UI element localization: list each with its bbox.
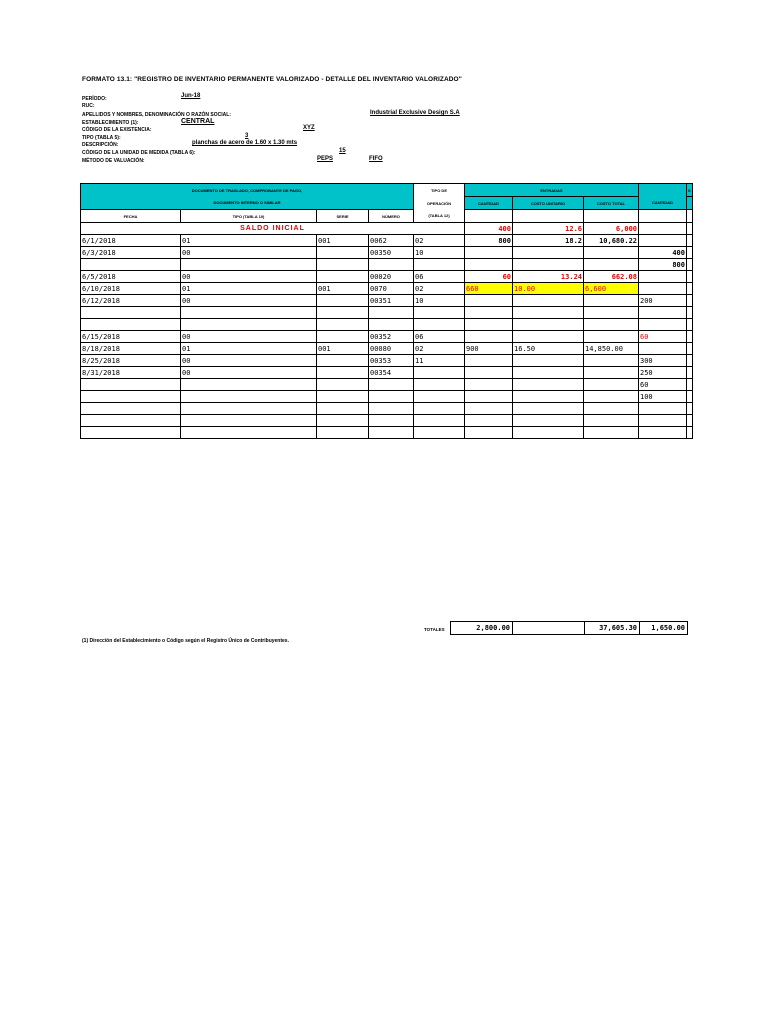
cell-serie [317, 355, 369, 367]
cell-numero [369, 391, 414, 403]
cell-fecha [81, 379, 181, 391]
totales-costo-unitario [513, 622, 585, 635]
cell-numero: 00350 [369, 247, 414, 259]
table-row [81, 415, 693, 427]
cell-operacion: 06 [414, 271, 465, 283]
cell-costo-total [584, 415, 639, 427]
cell-salidas: 60 [639, 379, 687, 391]
table-row [81, 319, 693, 331]
descripcion-value: planchas de acero de 1.60 x 1.30 mts [192, 140, 298, 146]
header-row-1 [81, 184, 693, 197]
cell-numero [369, 319, 414, 331]
cell-operacion: 02 [414, 343, 465, 355]
cell-cantidad [465, 307, 513, 319]
cell-operacion: 11 [414, 355, 465, 367]
cell-salidas: 250 [639, 367, 687, 379]
cell-costo-total [584, 319, 639, 331]
cell-costo-unitario [513, 403, 584, 415]
cell-costo-unitario [513, 355, 584, 367]
cell-tipo: 00 [181, 331, 317, 343]
cell-fecha: 8/25/2018 [81, 355, 181, 367]
cell-operacion [414, 319, 465, 331]
header-blank-1 [465, 210, 513, 223]
cell-numero [369, 307, 414, 319]
cell-edge [687, 307, 693, 319]
header-numero: NÚMERO [369, 210, 414, 223]
cell-fecha: 8/18/2018 [81, 343, 181, 355]
cell-costo-unitario [513, 295, 584, 307]
report-title: FORMATO 13.1: "REGISTRO DE INVENTARIO PERMANENTE VALORIZADO - DETALLE DEL INVENTARIO VALORIZADO" [82, 76, 462, 83]
cell-fecha [81, 391, 181, 403]
cell-costo-total [584, 307, 639, 319]
cell-costo-total [584, 403, 639, 415]
cell-costo-total [584, 355, 639, 367]
totales-salidas: 1,650.00 [640, 622, 688, 635]
cell-costo-unitario [513, 319, 584, 331]
cell-cantidad [465, 259, 513, 271]
cell-cantidad: 60 [465, 271, 513, 283]
cell-costo-unitario [513, 247, 584, 259]
ruc-label: RUC: [82, 103, 95, 109]
cell-tipo [181, 427, 317, 439]
cell-costo-unitario [513, 307, 584, 319]
saldo-inicial-costo-unitario: 12.6 [513, 223, 584, 235]
table-row [81, 247, 693, 259]
cell-tipo: 00 [181, 295, 317, 307]
cell-salidas: 800 [639, 259, 687, 271]
header-salidas-top [639, 184, 687, 197]
cell-numero: 00351 [369, 295, 414, 307]
cell-edge [687, 295, 693, 307]
cell-numero [369, 379, 414, 391]
cell-fecha: 6/12/2018 [81, 295, 181, 307]
cell-cantidad: 900 [465, 343, 513, 355]
totales-costo-total: 37,605.30 [585, 622, 640, 635]
cell-edge [687, 391, 693, 403]
cell-serie [317, 307, 369, 319]
table-row [81, 331, 693, 343]
table-row [81, 427, 693, 439]
cell-fecha: 6/15/2018 [81, 331, 181, 343]
cell-edge [687, 247, 693, 259]
cell-operacion [414, 259, 465, 271]
table-row [81, 235, 693, 247]
header-tabla12: (TABLA 12) [414, 210, 465, 223]
table-row [81, 271, 693, 283]
cell-numero: 00020 [369, 271, 414, 283]
cell-salidas [639, 319, 687, 331]
cell-numero: 0062 [369, 235, 414, 247]
codigo-existencia-label: CÓDIGO DE LA EXISTENCIA: [82, 127, 152, 133]
header-row-3 [81, 210, 693, 223]
cell-fecha [81, 319, 181, 331]
header-fecha: FECHA [81, 210, 181, 223]
cell-costo-total: 10,680.22 [584, 235, 639, 247]
cell-salidas [639, 343, 687, 355]
codigo-existencia-value: XYZ [303, 125, 315, 131]
cell-operacion [414, 415, 465, 427]
cell-costo-unitario [513, 331, 584, 343]
table-row [81, 259, 693, 271]
unidad-medida-label: CÓDIGO DE LA UNIDAD DE MEDIDA (TABLA 6): [82, 150, 196, 156]
cell-fecha [81, 415, 181, 427]
totales-table [450, 621, 688, 635]
cell-costo-total [584, 391, 639, 403]
cell-costo-total [584, 259, 639, 271]
razon-social-value: Industrial Exclusive Design S.A [370, 110, 460, 116]
cell-costo-unitario [513, 415, 584, 427]
cell-edge [687, 415, 693, 427]
cell-costo-unitario: 18.2 [513, 235, 584, 247]
header-entradas: ENTRADAS [465, 184, 639, 197]
table-row [81, 355, 693, 367]
table-row [81, 391, 693, 403]
cell-tipo [181, 379, 317, 391]
cell-fecha: 6/10/2018 [81, 283, 181, 295]
cell-tipo: 01 [181, 235, 317, 247]
header-blank-5 [687, 210, 693, 223]
cell-costo-unitario [513, 367, 584, 379]
header-doc-traslado: DOCUMENTO DE TRASLADO, COMPROBANTE DE PAGO, [81, 184, 414, 197]
cell-costo-unitario: 10.00 [513, 283, 584, 295]
cell-edge [687, 427, 693, 439]
descripcion-label: DESCRIPCIÓN: [82, 142, 119, 148]
cell-numero: 0070 [369, 283, 414, 295]
cell-tipo: 01 [181, 343, 317, 355]
cell-tipo: 00 [181, 367, 317, 379]
cell-serie [317, 331, 369, 343]
cell-operacion: 10 [414, 247, 465, 259]
cell-numero: 00353 [369, 355, 414, 367]
cell-serie [317, 415, 369, 427]
cell-cantidad [465, 367, 513, 379]
periodo-label: PERÍODO: [82, 96, 107, 102]
establecimiento-label: ESTABLECIMIENTO (1): [82, 120, 139, 126]
cell-fecha: 8/31/2018 [81, 367, 181, 379]
cell-serie [317, 427, 369, 439]
cell-tipo [181, 391, 317, 403]
cell-tipo [181, 319, 317, 331]
saldo-inicial-salidas [639, 223, 687, 235]
cell-costo-total: 14,850.00 [584, 343, 639, 355]
cell-cantidad [465, 403, 513, 415]
cell-salidas [639, 415, 687, 427]
cell-costo-unitario [513, 379, 584, 391]
cell-costo-total [584, 427, 639, 439]
metodo-valuacion-label: MÉTODO DE VALUACIÓN: [82, 158, 145, 164]
header-cantidad: CANTIDAD [465, 197, 513, 210]
cell-costo-unitario [513, 391, 584, 403]
cell-serie [317, 319, 369, 331]
cell-salidas [639, 403, 687, 415]
cell-numero [369, 259, 414, 271]
header-tipo-de: TIPO DE [414, 184, 465, 197]
tipo-label: TIPO (TABLA 5): [82, 135, 121, 141]
header-blank-2 [513, 210, 584, 223]
table-row [81, 343, 693, 355]
cell-costo-unitario: 16.50 [513, 343, 584, 355]
cell-cantidad [465, 247, 513, 259]
cell-cantidad [465, 319, 513, 331]
cell-numero [369, 415, 414, 427]
cell-edge [687, 379, 693, 391]
cell-serie: 001 [317, 343, 369, 355]
cell-cantidad [465, 391, 513, 403]
cell-numero [369, 403, 414, 415]
cell-serie: 001 [317, 283, 369, 295]
cell-edge [687, 355, 693, 367]
cell-tipo: 00 [181, 355, 317, 367]
cell-fecha [81, 259, 181, 271]
header-blank-3 [584, 210, 639, 223]
cell-operacion: 02 [414, 283, 465, 295]
cell-salidas [639, 427, 687, 439]
totales-row [451, 622, 688, 635]
cell-serie [317, 247, 369, 259]
unidad-medida-value: 15 [339, 148, 346, 154]
cell-cantidad: 660 [465, 283, 513, 295]
cell-operacion [414, 367, 465, 379]
cell-operacion: 10 [414, 295, 465, 307]
cell-serie [317, 271, 369, 283]
cell-cantidad [465, 331, 513, 343]
table-row [81, 379, 693, 391]
cell-tipo [181, 415, 317, 427]
saldo-inicial-edge [687, 223, 693, 235]
saldo-inicial-row [81, 223, 693, 235]
metodo-valuacion-value-peps: PEPS [317, 156, 334, 162]
cell-cantidad: 800 [465, 235, 513, 247]
razon-social-label: APELLIDOS Y NOMBRES, DENOMINACIÓN O RAZÓN SOCIAL: [82, 112, 231, 118]
cell-edge [687, 259, 693, 271]
periodo-value: Jun-18 [181, 93, 201, 99]
cell-edge [687, 367, 693, 379]
totales-label: TOTALES [424, 627, 445, 632]
cell-fecha [81, 403, 181, 415]
cell-costo-total: 662.08 [584, 271, 639, 283]
cell-costo-total [584, 379, 639, 391]
table-row [81, 403, 693, 415]
cell-cantidad [465, 427, 513, 439]
cell-edge [687, 235, 693, 247]
cell-tipo [181, 259, 317, 271]
cell-fecha: 6/3/2018 [81, 247, 181, 259]
table-row [81, 367, 693, 379]
establecimiento-value: CENTRAL [181, 118, 215, 125]
header-costo-unitario: COSTO UNITARIO [513, 197, 584, 210]
cell-serie [317, 403, 369, 415]
totales-cantidad: 2,800.00 [451, 622, 513, 635]
cell-fecha: 6/1/2018 [81, 235, 181, 247]
cell-salidas [639, 271, 687, 283]
cell-cantidad [465, 379, 513, 391]
cell-operacion [414, 391, 465, 403]
cell-serie [317, 391, 369, 403]
cell-numero: 00354 [369, 367, 414, 379]
cell-operacion: 02 [414, 235, 465, 247]
cell-salidas: 300 [639, 355, 687, 367]
cell-edge [687, 403, 693, 415]
header-costo-total: COSTO TOTAL [584, 197, 639, 210]
header-row-2 [81, 197, 693, 210]
header-doc-interno: DOCUMENTO INTERNO O SIMILAR [81, 197, 414, 210]
cell-edge [687, 331, 693, 343]
cell-cantidad [465, 415, 513, 427]
cell-costo-total [584, 331, 639, 343]
cell-salidas: 100 [639, 391, 687, 403]
cell-fecha [81, 427, 181, 439]
cell-numero: 00080 [369, 343, 414, 355]
cell-edge [687, 271, 693, 283]
cell-edge [687, 319, 693, 331]
cell-serie [317, 295, 369, 307]
header-edge-mark: S [687, 184, 693, 197]
header-operacion: OPERACIÓN [414, 197, 465, 210]
cell-operacion [414, 403, 465, 415]
cell-cantidad [465, 295, 513, 307]
cell-cantidad [465, 355, 513, 367]
cell-salidas: 400 [639, 247, 687, 259]
cell-operacion [414, 307, 465, 319]
cell-tipo [181, 307, 317, 319]
cell-edge [687, 343, 693, 355]
cell-salidas [639, 235, 687, 247]
footnote: (1) Dirección del Establecimiento o Código según el Registro Único de Contribuyentes. [82, 638, 289, 644]
cell-operacion [414, 379, 465, 391]
tipo-value: 3 [245, 133, 249, 139]
cell-costo-total: 6,600 [584, 283, 639, 295]
cell-serie [317, 379, 369, 391]
data-rows [81, 235, 693, 439]
cell-tipo: 01 [181, 283, 317, 295]
cell-serie [317, 367, 369, 379]
cell-salidas [639, 307, 687, 319]
saldo-inicial-costo-total: 6,000 [584, 223, 639, 235]
header-blank-4 [639, 210, 687, 223]
cell-costo-unitario [513, 427, 584, 439]
cell-tipo [181, 403, 317, 415]
cell-costo-total [584, 367, 639, 379]
cell-costo-unitario [513, 259, 584, 271]
cell-salidas: 200 [639, 295, 687, 307]
cell-operacion: 06 [414, 331, 465, 343]
cell-numero: 00352 [369, 331, 414, 343]
cell-costo-total [584, 295, 639, 307]
cell-serie [317, 259, 369, 271]
cell-edge [687, 283, 693, 295]
cell-costo-unitario: 13.24 [513, 271, 584, 283]
header-tipo-tabla10: TIPO (TABLA 10) [181, 210, 317, 223]
cell-operacion [414, 427, 465, 439]
inventory-table [80, 183, 693, 439]
table-row [81, 283, 693, 295]
cell-tipo: 00 [181, 271, 317, 283]
cell-numero [369, 427, 414, 439]
cell-salidas: 60 [639, 331, 687, 343]
header-cantidad-salidas: CANTIDAD [639, 197, 687, 210]
table-row [81, 307, 693, 319]
saldo-inicial-label: SALDO INICIAL [81, 223, 465, 235]
cell-salidas [639, 283, 687, 295]
header-serie: SERIE [317, 210, 369, 223]
cell-tipo: 00 [181, 247, 317, 259]
header-edge [687, 197, 693, 210]
saldo-inicial-cantidad: 400 [465, 223, 513, 235]
cell-fecha: 6/5/2018 [81, 271, 181, 283]
cell-fecha [81, 307, 181, 319]
cell-costo-total [584, 247, 639, 259]
cell-serie: 001 [317, 235, 369, 247]
metodo-valuacion-value-fifo: FIFO [369, 156, 383, 162]
table-row [81, 295, 693, 307]
